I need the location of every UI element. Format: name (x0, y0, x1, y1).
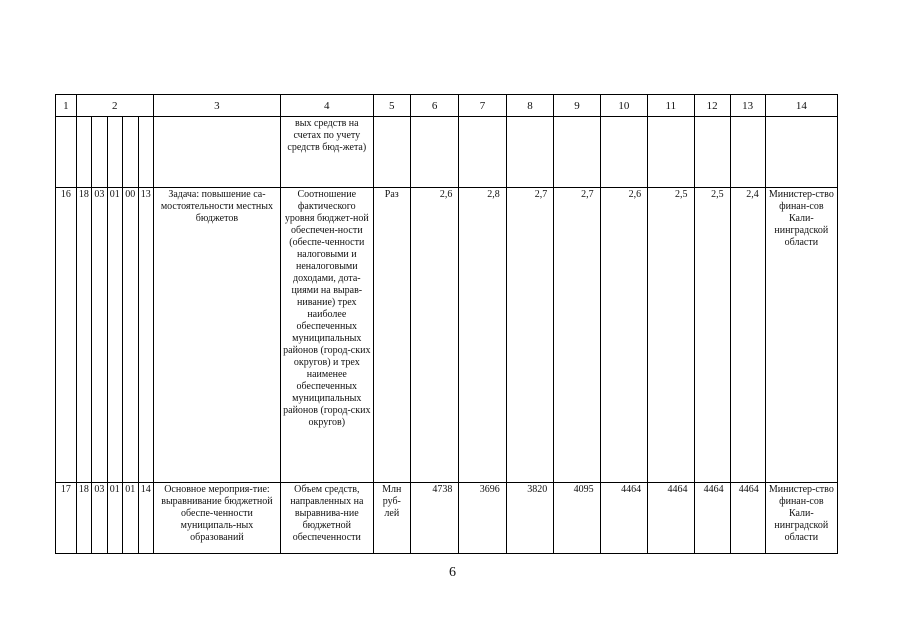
name-cell: Основное мероприя-тие: выравнивание бюджетной обеспе-ченности муниципаль-ных образований (153, 483, 280, 554)
row-number: 16 (56, 188, 77, 483)
empty-cell (107, 117, 122, 188)
code-cell: 01 (123, 483, 138, 554)
indicator-cell: Объем средств, направленных на выравнива-ние бюджетной обеспеченности (280, 483, 373, 554)
name-cell: Задача: повышение са-мостоятельности местных бюджетов (153, 188, 280, 483)
empty-cell (648, 117, 694, 188)
value-cell: 4464 (600, 483, 647, 554)
header-cell: 9 (554, 95, 600, 117)
unit-cell: Раз (373, 188, 410, 483)
value-cell: 4464 (730, 483, 765, 554)
code-cell: 03 (92, 483, 107, 554)
header-cell: 5 (373, 95, 410, 117)
value-cell: 3696 (459, 483, 506, 554)
code-cell: 18 (76, 188, 91, 483)
value-cell: 4738 (410, 483, 458, 554)
empty-cell (76, 117, 91, 188)
table-row-continuation (56, 117, 838, 188)
code-cell: 01 (107, 483, 122, 554)
empty-cell (506, 117, 553, 188)
empty-cell (600, 117, 647, 188)
header-cell: 10 (600, 95, 647, 117)
table-row (56, 483, 838, 554)
header-cell: 7 (459, 95, 506, 117)
header-cell: 12 (694, 95, 730, 117)
empty-cell (765, 117, 837, 188)
empty-cell (410, 117, 458, 188)
header-cell: 14 (765, 95, 837, 117)
value-cell: 2,7 (554, 188, 600, 483)
empty-cell (730, 117, 765, 188)
empty-cell (56, 117, 77, 188)
empty-cell (92, 117, 107, 188)
header-cell: 2 (76, 95, 153, 117)
header-cell: 4 (280, 95, 373, 117)
header-cell: 11 (648, 95, 694, 117)
table-row (56, 188, 838, 483)
value-cell: 2,5 (694, 188, 730, 483)
value-cell: 2,4 (730, 188, 765, 483)
empty-cell (153, 117, 280, 188)
value-cell: 2,5 (648, 188, 694, 483)
code-cell: 01 (107, 188, 122, 483)
value-cell: 2,7 (506, 188, 553, 483)
indicator-cell: Соотношение фактического уровня бюджет-ной обеспечен-ности (обеспе-ченности налоговыми и неналоговыми доходами, дота-циями на вырав-нивание) трех наиболее обеспеченных муниципальных районов (город-ских округов) и трех наименее обеспеченных муниципальных районов (город-ских округов) (280, 188, 373, 483)
code-cell: 18 (76, 483, 91, 554)
code-cell: 13 (138, 188, 153, 483)
empty-cell (459, 117, 506, 188)
empty-cell (123, 117, 138, 188)
indicator-cell: вых средств на счетах по учету средств бюд-жета) (280, 117, 373, 188)
row-number: 17 (56, 483, 77, 554)
executor-cell: Министер-ство финан-сов Кали-нинградской области (765, 483, 837, 554)
budget-table (55, 94, 838, 554)
header-cell: 8 (506, 95, 553, 117)
code-cell: 00 (123, 188, 138, 483)
code-cell: 14 (138, 483, 153, 554)
empty-cell (138, 117, 153, 188)
value-cell: 2,6 (600, 188, 647, 483)
empty-cell (694, 117, 730, 188)
unit-cell: Млн руб-лей (373, 483, 410, 554)
value-cell: 4464 (694, 483, 730, 554)
header-cell: 6 (410, 95, 458, 117)
code-cell: 03 (92, 188, 107, 483)
page-number: 6 (449, 565, 456, 580)
value-cell: 4095 (554, 483, 600, 554)
header-cell: 3 (153, 95, 280, 117)
header-cell: 13 (730, 95, 765, 117)
value-cell: 3820 (506, 483, 553, 554)
empty-cell (373, 117, 410, 188)
empty-cell (554, 117, 600, 188)
value-cell: 4464 (648, 483, 694, 554)
value-cell: 2,8 (459, 188, 506, 483)
header-row (56, 95, 838, 117)
executor-cell: Министер-ство финан-сов Кали-нинградской области (765, 188, 837, 483)
header-cell: 1 (56, 95, 77, 117)
value-cell: 2,6 (410, 188, 458, 483)
